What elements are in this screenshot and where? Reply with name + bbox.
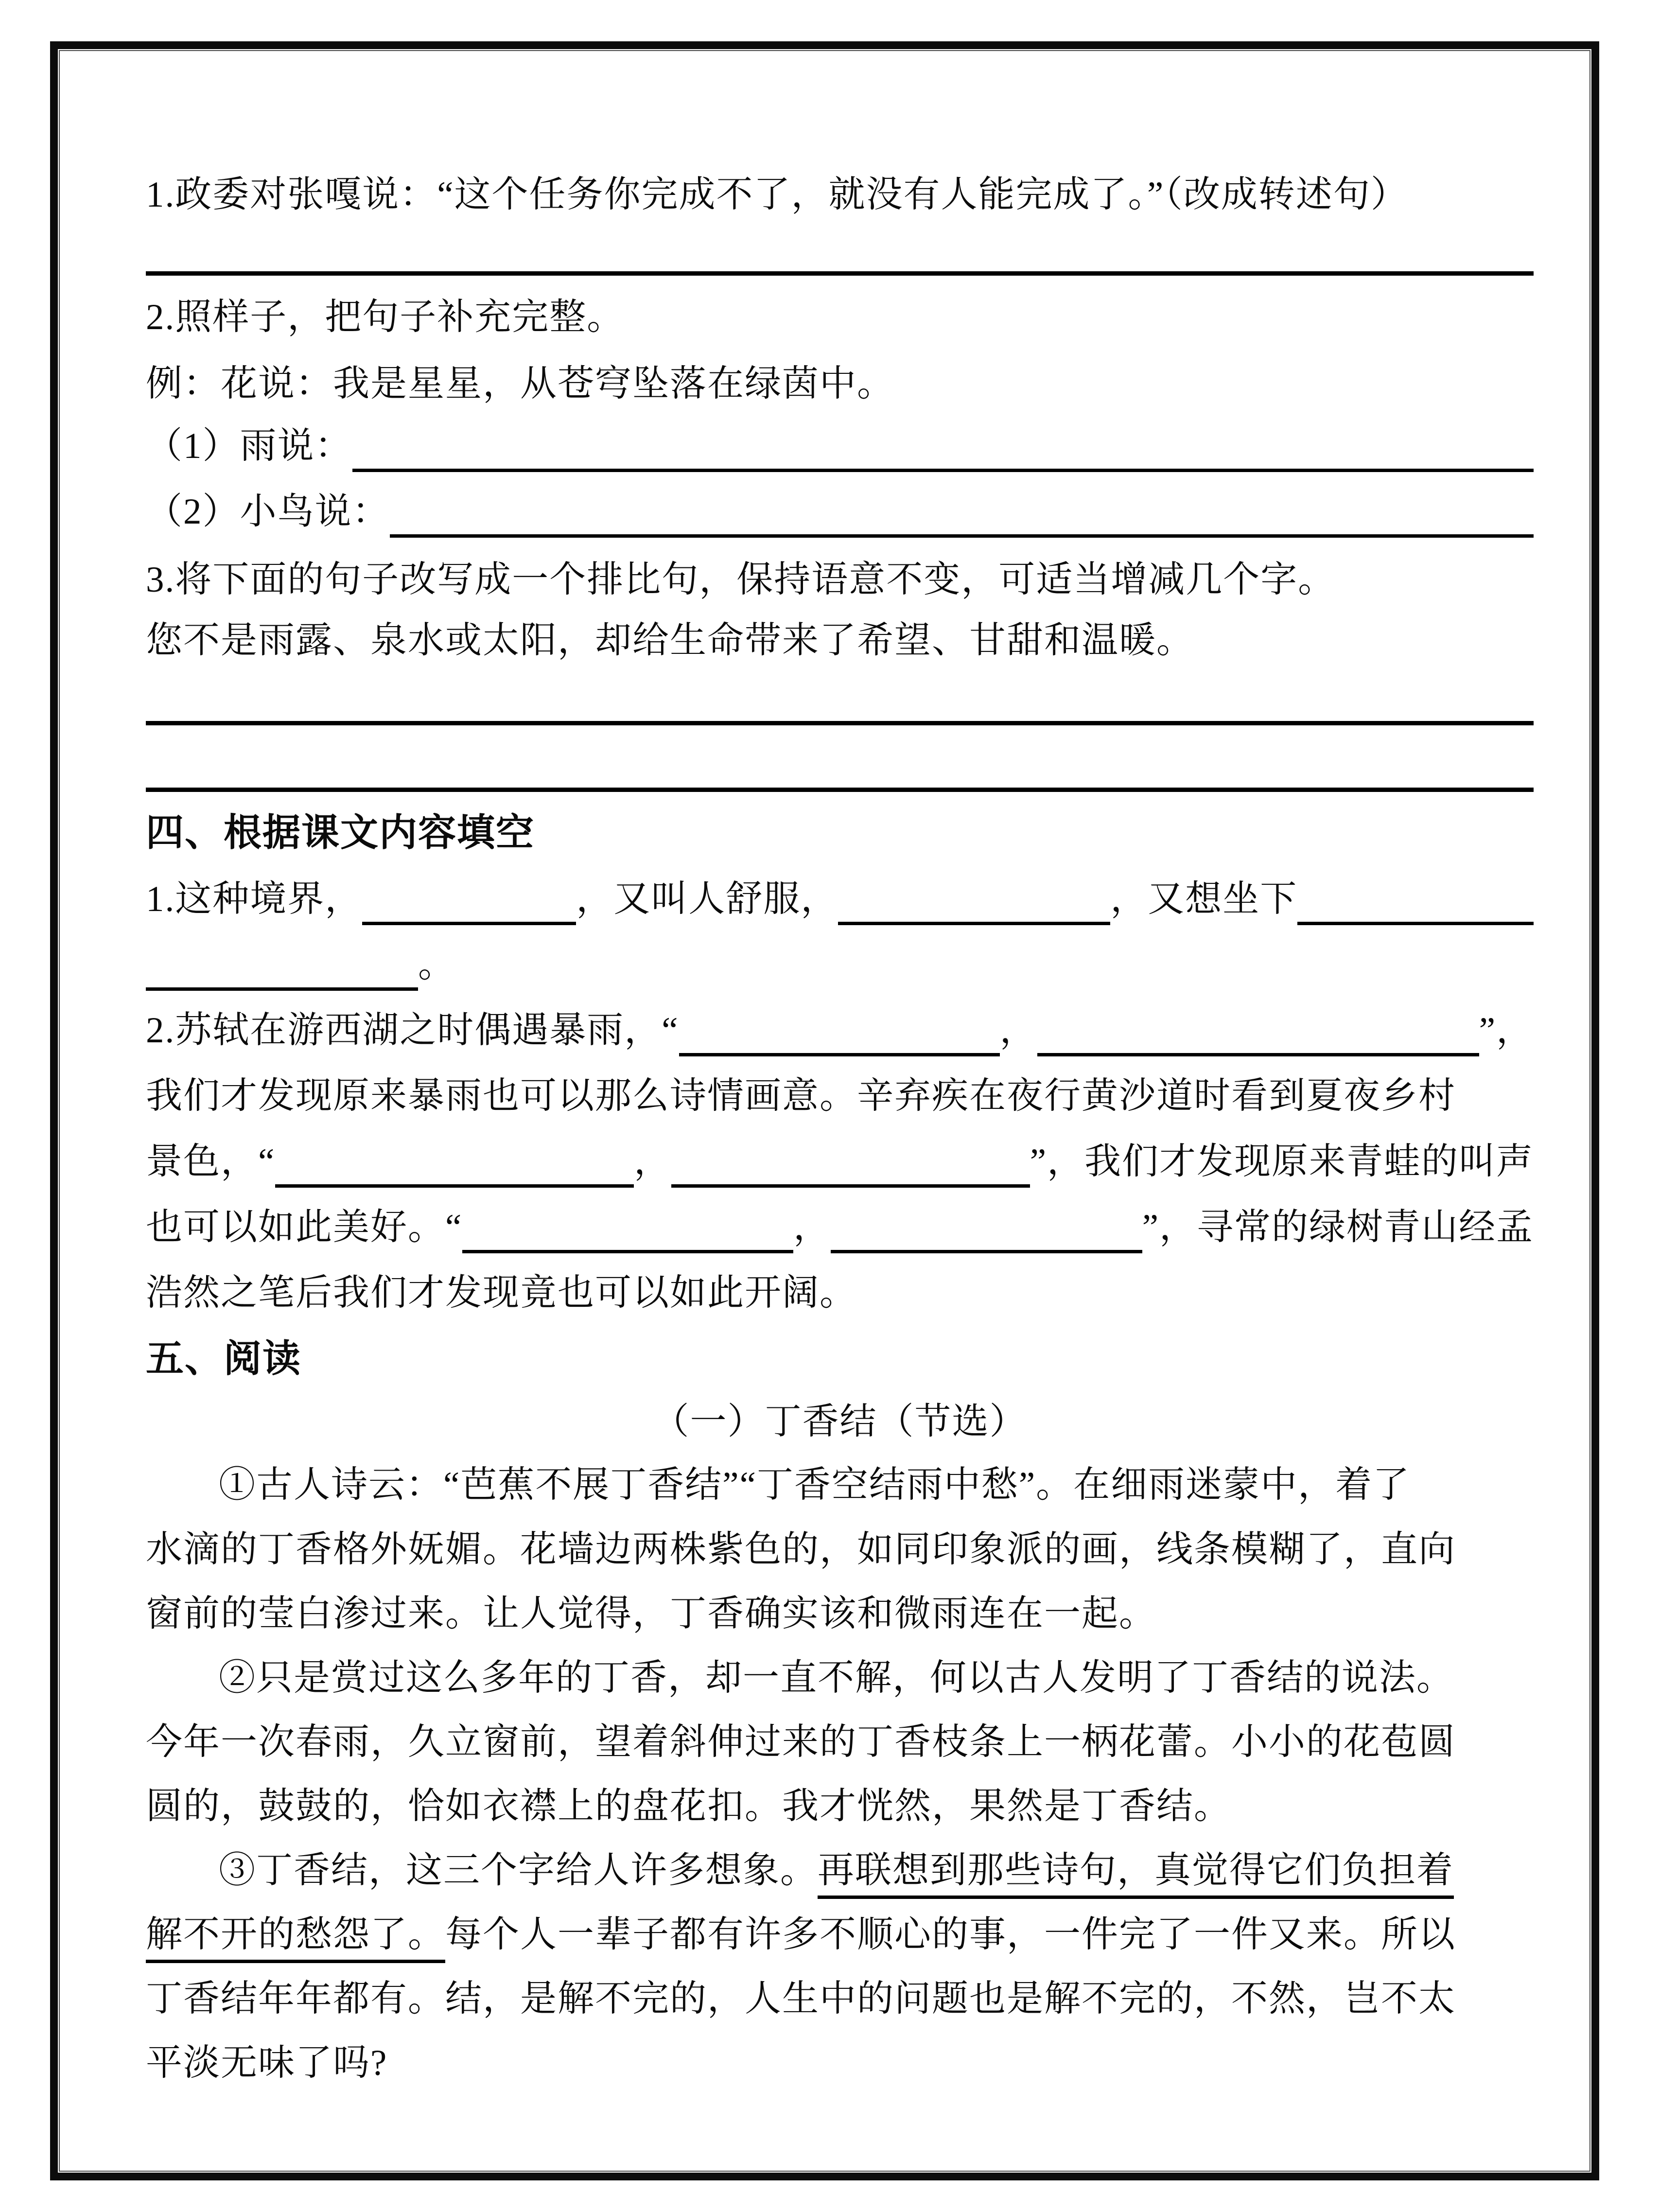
q2-text1: 2.苏轼在游西湖之时偶遇暴雨，“ <box>146 1010 679 1051</box>
fill-blank <box>831 1250 1142 1253</box>
fill-blank-line <box>390 534 1534 538</box>
q2-line3-comma: ， <box>634 1141 672 1182</box>
section5-title: 五、阅读 <box>146 1337 302 1380</box>
q2-text-line5: 浩然之笔后我们才发现竟也可以如此开阔。 <box>146 1273 857 1313</box>
item2-example <box>146 351 1534 417</box>
passage-title <box>146 1389 1534 1455</box>
item2-text: 2.照样子，把句子补充完整。 <box>146 297 625 337</box>
fill-blank-line <box>352 469 1534 472</box>
passage-p1-line3 <box>146 1581 1534 1647</box>
fill-blank <box>362 922 576 925</box>
sec4-q1-line2 <box>146 932 1534 998</box>
fill-blank <box>146 987 418 991</box>
passage-p3-line4 <box>146 2030 1534 2096</box>
p3-line3-text: 丁香结年年都有。结，是解不完的，人生中的问题也是解不完的，不然，岂不太 <box>146 1979 1456 2019</box>
passage-title-text: （一）丁香结（节选） <box>652 1402 1027 1442</box>
p1-line3-text: 窗前的莹白渗过来。让人觉得，丁香确实该和微雨连在一起。 <box>146 1594 1157 1634</box>
q2-line4-comma: ， <box>793 1207 831 1247</box>
passage-p1-line1 <box>146 1452 1607 1518</box>
p1-line1-text: ①古人诗云：“芭蕉不展丁香结”“丁香空结雨中愁”。在细雨迷蒙中，着了 <box>219 1465 1411 1505</box>
q2-line4-text1: 也可以如此美好。“ <box>146 1207 463 1247</box>
q2-line4-text2: ”，寻常的绿树青山经孟 <box>1142 1207 1534 1247</box>
answer-line <box>146 788 1534 792</box>
sec4-q2-line3 <box>146 1129 1534 1194</box>
passage-p1-line2 <box>146 1517 1534 1582</box>
item2-sub2 <box>146 479 1534 544</box>
fill-blank <box>275 1184 634 1188</box>
sec4-q2-line2 <box>146 1063 1534 1129</box>
passage-p3-line2 <box>146 1902 1534 1967</box>
passage-p2-line1 <box>146 1645 1607 1711</box>
sub2-label: （2）小鸟说： <box>146 492 390 532</box>
item3-instruction <box>146 547 1534 613</box>
fill-blank <box>671 1184 1030 1188</box>
p3-line2-text: 每个人一辈子都有许多不顺心的事，一件完了一件又来。所以 <box>445 1914 1456 1955</box>
fill-blank <box>838 922 1110 925</box>
fill-blank <box>1297 922 1534 925</box>
passage-p2-line3 <box>146 1773 1534 1839</box>
q1-text4: 。 <box>418 945 456 985</box>
p3-line1-text: ③丁香结，这三个字给人许多想象。 <box>219 1850 818 1891</box>
q2-line3-text2: ”，我们才发现原来青蛙的叫声 <box>1030 1141 1534 1182</box>
item1-rewrite-sentence <box>146 162 1534 228</box>
p2-line1-text: ②只是赏过这么多年的丁香，却一直不解，何以古人发明了丁香结的说法。 <box>219 1658 1454 1698</box>
passage-p3-line3 <box>146 1966 1534 2032</box>
answer-line <box>146 721 1534 725</box>
q1-text2: ，又叫人舒服， <box>576 879 838 919</box>
p2-line2-text: 今年一次春雨，久立窗前，望着斜伸过来的丁香枝条上一柄花蕾。小小的花苞圆 <box>146 1722 1456 1762</box>
fill-blank <box>679 1053 1000 1056</box>
p1-line2-text: 水滴的丁香格外妩媚。花墙边两株紫色的，如同印象派的画，线条模糊了，直向 <box>146 1529 1456 1570</box>
item2-complete-sentence <box>146 284 1534 350</box>
sec4-q1-line1 <box>146 866 1534 932</box>
item3-text: 3.将下面的句子改写成一个排比句，保持语意不变，可适当增减几个字。 <box>146 560 1336 600</box>
p3-line2-underlined-text: 解不开的愁怨了。 <box>146 1914 445 1963</box>
q2-line3-text1: 景色，“ <box>146 1141 276 1182</box>
sec4-q2-line5 <box>146 1260 1534 1326</box>
section5-heading <box>146 1326 1534 1391</box>
q2-comma: ， <box>999 1010 1037 1051</box>
sub1-label: （1）雨说： <box>146 426 352 466</box>
p2-line3-text: 圆的，鼓鼓的，恰如衣襟上的盘花扣。我才恍然，果然是丁香结。 <box>146 1786 1232 1826</box>
p3-line1-underlined-text: 再联想到那些诗句，真觉得它们负担着 <box>818 1850 1454 1899</box>
passage-p3-line1 <box>146 1838 1607 1903</box>
sec4-q2-line4 <box>146 1194 1534 1260</box>
section4-title: 四、根据课文内容填空 <box>146 811 535 854</box>
example-text: 例：花说：我是星星，从苍穹坠落在绿茵中。 <box>146 364 895 404</box>
answer-line <box>146 271 1534 276</box>
q2-text-line2: 我们才发现原来暴雨也可以那么诗情画意。辛弃疾在夜行黄沙道时看到夏夜乡村 <box>146 1076 1456 1116</box>
p3-line4-text: 平淡无味了吗? <box>146 2043 388 2083</box>
item3-sentence-text: 您不是雨露、泉水或太阳，却给生命带来了希望、甘甜和温暖。 <box>146 620 1194 661</box>
section4-heading <box>146 800 1534 865</box>
q1-text1: 1.这种境界， <box>146 879 363 919</box>
q1-text3: ，又想坐下 <box>1110 879 1298 919</box>
item2-sub1 <box>146 413 1534 479</box>
item1-text: 1.政委对张嘎说：“这个任务你完成不了，就没有人能完成了。”（改成转述句） <box>146 175 1408 215</box>
sec4-q2-line1 <box>146 998 1534 1063</box>
passage-p2-line2 <box>146 1709 1534 1775</box>
fill-blank <box>462 1250 793 1253</box>
q2-close-quote: ”， <box>1479 1010 1534 1051</box>
item3-sentence <box>146 608 1534 673</box>
fill-blank <box>1037 1053 1479 1056</box>
